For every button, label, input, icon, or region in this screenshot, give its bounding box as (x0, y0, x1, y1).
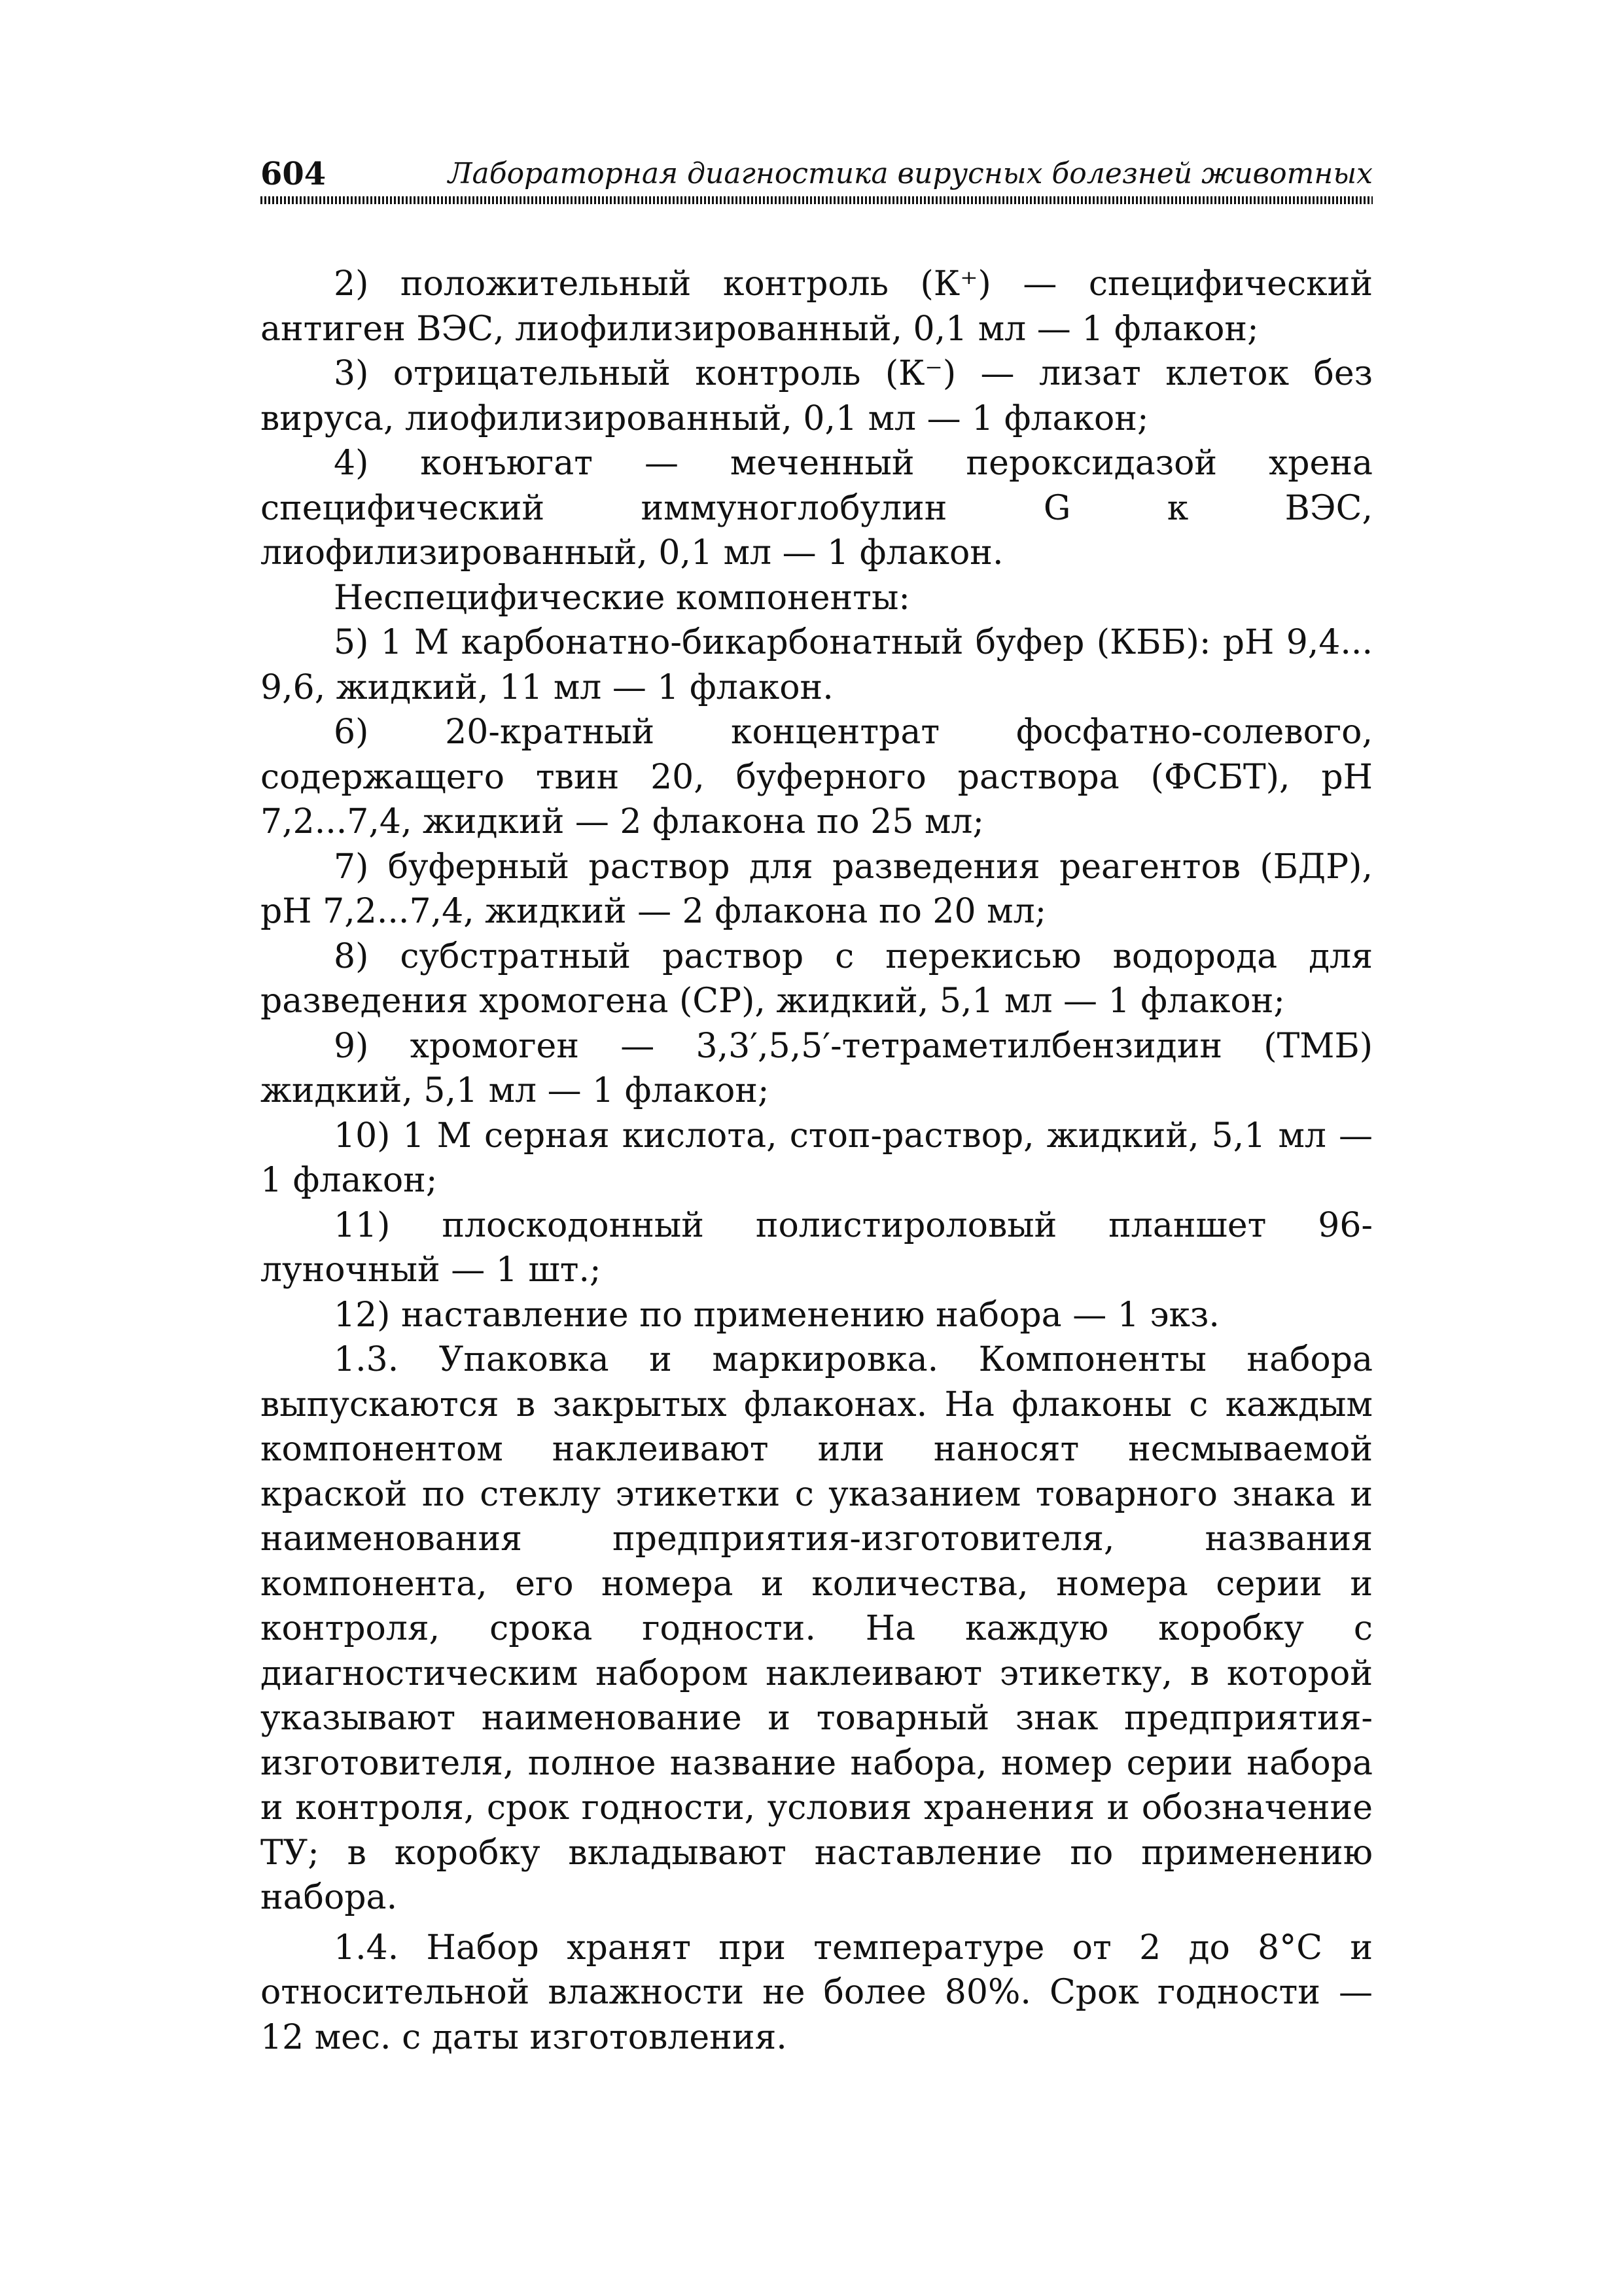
paragraph-item-12: 12) наставление по применению набора — 1 экз. (334, 1295, 1220, 1335)
paragraph-item-8: 8) субстратный раствор с перекисью водорода для разведения хромогена (СР), жидкий, 5,1 мл — 1 флакон; (260, 936, 1373, 1021)
paragraph-item-7: 7) буферный раствор для разведения реагентов (БДР), рН 7,2...7,4, жидкий — 2 флакона по 20 мл; (260, 847, 1373, 931)
body-text (260, 262, 1373, 2060)
page-number: 604 (260, 156, 327, 192)
paragraph-item-11: 11) плоскодонный полистироловый планшет 96-луночный — 1 шт.; (260, 1205, 1373, 1290)
paragraph-nonspecific-heading: Неспецифические компоненты: (334, 578, 910, 618)
paragraph-item-5: 5) 1 М карбонатно-бикарбонатный буфер (КББ): рН 9,4... 9,6, жидкий, 11 мл — 1 флакон. (260, 623, 1373, 707)
paragraph-section-1-3: 1.3. Упаковка и маркировка. Компоненты набора выпускаются в закрытых флаконах. На флаконы с каждым компонентом наклеивают или наносят несмываемой краской по стеклу этикетки с указанием товарного знака и наименования предприятия-изготовителя, названия компонента, его номера и количества, номера серии и контроля, срока годности. На каждую коробку с диагностическим набором наклеивают этикетку, в которой указывают наименование и товарный знак предприятия-изготовителя, полное название набора, номер серии набора и контроля, срок годности, условия хранения и обозначение ТУ; в коробку вкладывают наставление по применению набора. (260, 1340, 1373, 1917)
header-rule (260, 196, 1373, 204)
running-title: Лабораторная диагностика вирусных болезней животных (448, 157, 1373, 190)
paragraph-item-4: 4) конъюгат — меченный пероксидазой хрена специфический иммуноглобулин G к ВЭС, лиофилизированный, 0,1 мл — 1 флакон. (260, 444, 1373, 573)
paragraph-section-1-4: 1.4. Набор хранят при температуре от 2 до 8°С и относительной влажности не более 80%. Срок годности — 12 мес. с даты изготовления. (260, 1928, 1373, 2057)
page-header (260, 154, 1373, 194)
paragraph-item-3: 3) отрицательный контроль (К⁻) — лизат клеток без вируса, лиофилизированный, 0,1 мл — 1 флакон; (260, 354, 1373, 438)
paragraph-item-10: 10) 1 М серная кислота, стоп-раствор, жидкий, 5,1 мл — 1 флакон; (260, 1116, 1373, 1200)
paragraph-item-9: 9) хромоген — 3,3′,5,5′-тетраметилбензидин (ТМБ) жидкий, 5,1 мл — 1 флакон; (260, 1026, 1373, 1110)
paragraph-item-6: 6) 20-кратный концентрат фосфатно-солевого, содержащего твин 20, буферного раствора (ФСБТ), рН 7,2...7,4, жидкий — 2 флакона по 25 мл; (260, 713, 1373, 841)
paragraph-item-2: 2) положительный контроль (К⁺) — специфический антиген ВЭС, лиофилизированный, 0,1 мл — 1 флакон; (260, 264, 1373, 349)
